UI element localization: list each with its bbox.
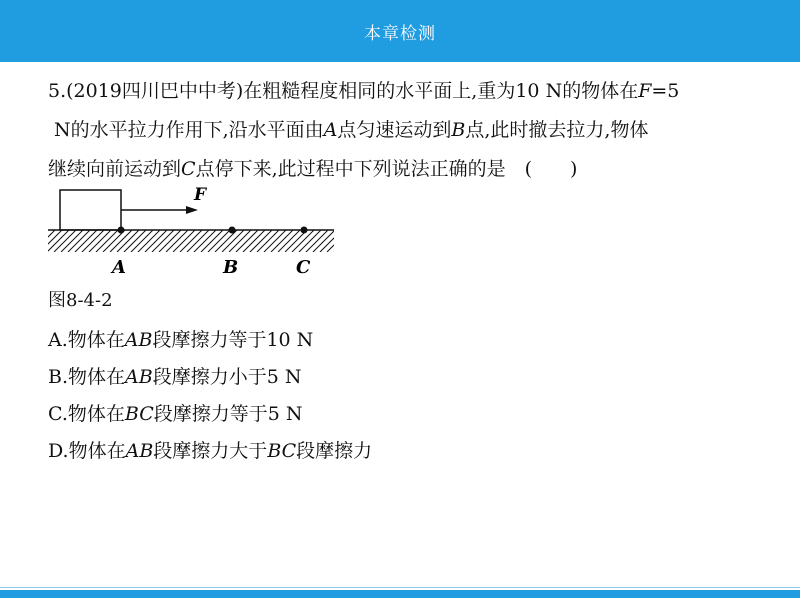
point-c-dot (301, 227, 308, 234)
force-label: F (194, 186, 207, 205)
hatch-stroke (334, 230, 338, 252)
point-c-label: C (296, 257, 311, 278)
point-b-label: B (223, 257, 239, 278)
figure-caption: 图8-4-2 (48, 290, 113, 311)
option-c[interactable]: C.物体在BC段摩擦力等于5 N (48, 403, 303, 425)
hatch-stroke (320, 230, 338, 252)
hatch-stroke (327, 230, 338, 252)
question-line-1: 5.(2019四川巴中中考)在粗糙程度相同的水平面上,重为10 N的物体在F=5 (48, 80, 680, 102)
force-arrow-head (186, 206, 198, 214)
point-a-dot (118, 227, 125, 234)
point-a-label: A (112, 257, 126, 278)
header-bar (0, 0, 800, 62)
hatch-stroke (46, 230, 48, 252)
point-b-dot (229, 227, 236, 234)
physics-figure (46, 186, 338, 278)
option-a[interactable]: A.物体在AB段摩擦力等于10 N (48, 329, 314, 351)
footer-divider (0, 587, 800, 588)
answer-options (48, 322, 748, 470)
option-b[interactable]: B.物体在AB段摩擦力小于5 N (48, 366, 302, 388)
option-d[interactable]: D.物体在AB段摩擦力大于BC段摩擦力 (48, 440, 373, 462)
hatch-stroke (46, 230, 62, 252)
footer-bar (0, 590, 800, 598)
question-line-3: 继续向前运动到C点停下来,此过程中下列说法正确的是 ( ) (48, 158, 578, 180)
block-object (60, 190, 121, 230)
question-text (48, 72, 768, 189)
header-title: 本章检测 (364, 23, 436, 44)
question-line-2: N的水平拉力作用下,沿水平面由A点匀速运动到B点,此时撤去拉力,物体 (54, 119, 649, 141)
ground-hatching (46, 230, 338, 252)
